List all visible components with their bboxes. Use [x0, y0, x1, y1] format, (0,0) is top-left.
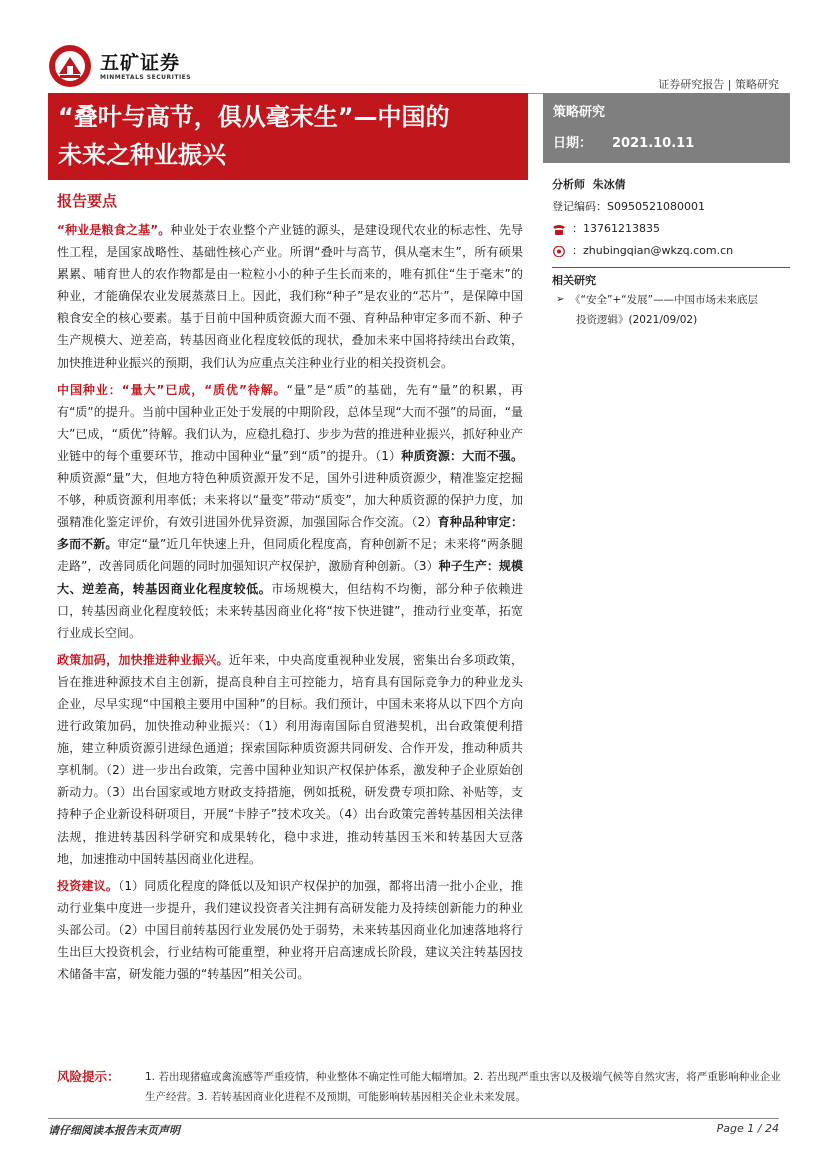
- registration-value: S0950521080001: [607, 200, 705, 213]
- lead-investment: 投资建议。: [57, 878, 119, 893]
- paragraph-text: “量”是“质”的基础，先有“量”的积累，再有“质”的提升。当前中国种业正处于发展的中期阶段，总体呈现“大而不强”的局面，“量大”已成，“质优”待解。我们认为，应稳扎稳打、步步为营的推进种业振兴，抓好种业产业链中的每个重要环节，推动中国种业“量”到“质”的提升。（1）: [57, 382, 523, 463]
- paragraph-text: 种业处于农业整个产业链的源头，是建设现代农业的标志性、先导性工程，是国家战略性、基础性核心产业。所谓“叠叶与高节，俱从毫末生”，所有硕果累累、哺育世人的农作物都是由一粒粒小小的种子生长而来的，唯有抓住“生于毫末”的种业，才能确保农业发展蒸蒸日上。因此，我们称“种子”是农业的“芯片”，是保障中国粮食安全的核心要素。基于目前中国种质资源大而不强、育种品种审定多而不新、种子生产规模大、逆差高，转基因商业化程度较低的现状，叠加未来中国将持续出台政策，加快推进种业振兴的预期，我们认为应重点关注种业行业的相关投资机会。: [57, 223, 523, 370]
- title-banner: [48, 93, 528, 180]
- email-address[interactable]: ：zhubingqian@wkzq.com.cn: [572, 244, 734, 257]
- email-row: [552, 240, 792, 262]
- registration-label: 登记编码：: [552, 200, 607, 213]
- paragraph-text: 近年来，中央高度重视种业发展，密集出台多项政策，旨在推进种源技术自主创新，提高良种自主可控能力，培育具有国际竞争力的种业龙头企业，尽早实现“中国粮主要用中国种”的目标。我们预计，中国未来将从以下四个方向进行政策加码，加快推动种业振兴：（1）利用海南国际自贸港契机，出台政策便利措施，建立种质资源引进绿色通道；探索国际种质资源共同研发、合作开发，推动种质共享机制。（2）进一步出台政策，完善中国种业知识产权保护体系，激发种子企业原始创新动力。（3）出台国家或地方财政支持措施，例如抵税，研发费专项扣除、补贴等，支持种子企业新设科研项目，开展“卡脖子”技术攻关。（4）出台政策完善转基因相关法律法规，推进转基因科学研究和成果转化，稳中求进，推动转基因玉米和转基因大豆落地，加速推动中国转基因商业化进程。: [57, 652, 523, 866]
- risk-text: 1. 若出现猪瘟或禽流感等严重疫情，种业整体不确定性可能大幅增加。2. 若出现严重虫害以及极端气候等自然灾害，将严重影响种业企业生产经营。3. 若转基因商业化进程不及预期，可能影响转基因相关企业未来发展。: [145, 1071, 781, 1103]
- related-research-heading: 相关研究: [552, 274, 596, 287]
- related-title-line-2: 投资逻辑》(2021/09/02): [576, 314, 698, 326]
- paragraph-text: 种质资源“量”大，但地方特色种质资源开发不足，国外引进种质资源少，精准鉴定挖掘不够，种质资源利用率低；未来将以“量变”带动“质变”，加大种质资源的保护力度，加强精准化鉴定评价，有效引进国外优异资源，加强国际合作交流。（2）: [57, 471, 523, 530]
- logo-name-en: MINMETALS SECURITIES: [100, 73, 192, 81]
- paragraph-text: 审定“量”近几年快速上升，但同质化程度高，育种创新不足；未来将“两条腿走路”，改善同质化问题的同时加强知识产权保护，激励育种创新。（3）: [57, 537, 523, 574]
- date-value: 2021.10.11: [612, 136, 695, 151]
- analyst-label: 分析师: [552, 178, 585, 191]
- risk-section: [57, 1067, 787, 1107]
- footer-disclaimer: 请仔细阅读本报告末页声明: [48, 1124, 180, 1137]
- page-number: Page 1 / 24: [716, 1122, 779, 1135]
- analyst-row: [552, 174, 792, 196]
- phone-icon: [552, 224, 566, 235]
- bold-germplasm: 种质资源：大而不强。: [401, 448, 523, 463]
- bold-variety: 育种品种审定：多而不新。: [57, 515, 523, 552]
- arrow-bullet-icon: ➢: [556, 294, 565, 305]
- analyst-name: 朱冰倩: [592, 178, 626, 191]
- lead-seed-industry: “种业是粮食之基”。: [57, 223, 171, 237]
- report-body: [57, 219, 523, 990]
- minmetals-logo-icon: [48, 44, 92, 88]
- registration-row: [552, 196, 792, 218]
- paragraph-seed-industry: [57, 219, 523, 374]
- category-label: 策略研究: [553, 105, 606, 120]
- phone-number: ：13761213835: [572, 222, 660, 235]
- analyst-divider: [552, 267, 790, 268]
- logo-name-cn: 五矿证券: [100, 51, 181, 74]
- paragraph-investment: [57, 875, 523, 985]
- paragraph-china-seed: [57, 379, 523, 644]
- related-title-line-1: 《“安全”+“发展”——中国市场未来底层: [570, 294, 759, 306]
- title-line-2: 未来之种业振兴: [58, 141, 226, 169]
- title-line-1: “叠叶与高节，俱从毫末生”—中国的: [58, 103, 450, 131]
- bold-production: 种子生产：规模大、逆差高，转基因商业化程度较低。: [57, 559, 523, 596]
- section-heading: 报告要点: [57, 192, 118, 210]
- paragraph-text: （1）同质化程度的降低以及知识产权保护的加强，都将出清一批小企业，推动行业集中度进一步提升，我们建议投资者关注拥有高研发能力及持续创新能力的种业头部公司。（2）中国目前转基因行业发展仍处于弱势，未来转基因商业化加速落地将行生出巨大投资机会，行业结构可能重塑，种业将开启高速成长阶段，建议关注转基因技术储备丰富，研发能力强的“转基因”相关公司。: [57, 878, 523, 982]
- lead-policy: 政策加码，加快推进种业振兴。: [57, 652, 229, 667]
- related-research-item[interactable]: [552, 290, 792, 330]
- analyst-panel: [552, 174, 792, 330]
- report-date: [553, 134, 780, 154]
- company-logo: [48, 44, 191, 88]
- footer-divider: [48, 1118, 779, 1119]
- phone-row: [552, 218, 792, 240]
- report-type: 证券研究报告 | 策略研究: [658, 78, 779, 91]
- paragraph-text: 市场规模大，但结构不均衡，部分种子依赖进口，转基因商业化程度较低；未来转基因商业化将“按下快进键”，推动行业变革，拓宽行业成长空间。: [57, 581, 523, 640]
- category-box: [543, 93, 790, 163]
- risk-label: 风险提示：: [57, 1069, 120, 1084]
- lead-china-seed: 中国种业：“量大”已成，“质优”待解。: [57, 382, 287, 397]
- date-label: 日期：: [553, 136, 593, 151]
- paragraph-policy: [57, 649, 523, 870]
- email-icon: [552, 246, 566, 257]
